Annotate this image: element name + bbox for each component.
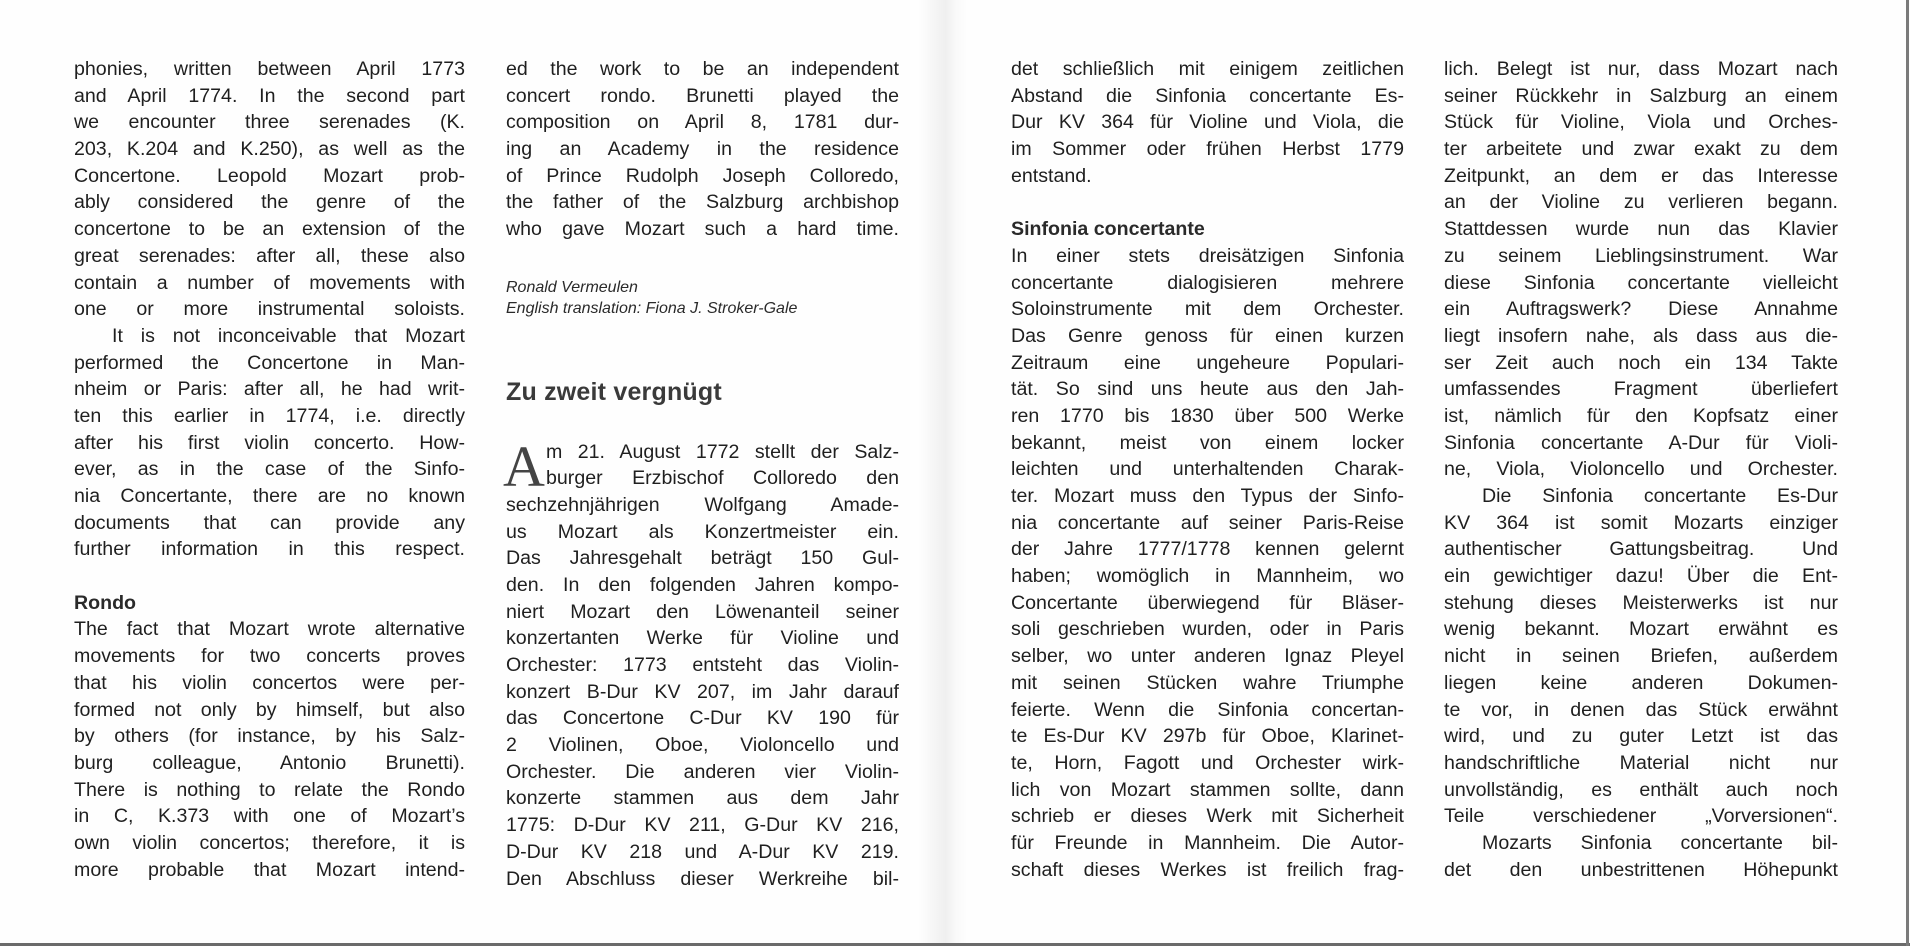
text-line: konzerte stammen aus dem Jahr <box>506 787 899 810</box>
text-line: an der Violine zu verlieren begann. <box>1444 191 1838 214</box>
text-line: burg colleague, Antonio Brunetti). <box>74 751 465 774</box>
text-line: mit seinen Stücken wahre Triumphe <box>1011 671 1404 694</box>
paragraph <box>1011 56 1404 189</box>
text-line: diese Sinfonia concertante vielleicht <box>1444 271 1838 294</box>
text-line: concertante dialogisieren mehrere <box>1011 271 1404 294</box>
text-line: after his first violin concerto. How- <box>74 431 465 454</box>
text-line: by others (for instance, by his Salz- <box>74 725 465 748</box>
page-right-edge <box>1906 0 1909 946</box>
text-line: Zeitpunkt, an dem er das Interesse <box>1444 164 1838 187</box>
text-line: in C, K.373 with one of Mozart’s <box>74 805 465 828</box>
spacer <box>1011 189 1404 216</box>
text-line: movements for two concerts proves <box>74 645 465 668</box>
paragraph <box>506 56 899 243</box>
text-line: ser Zeit auch noch ein 134 Takte <box>1444 351 1838 374</box>
text-line: Sinfonia concertante A-Dur für Violi- <box>1444 431 1838 454</box>
spacer <box>506 319 899 379</box>
text-line: ed the work to be an independent <box>506 58 899 80</box>
text-line: ein Auftragswerk? Diese Annahme <box>1444 298 1838 321</box>
text-line: nicht in seinen Briefen, außerdem <box>1444 645 1838 668</box>
text-line: soli geschrieben wurden, oder in Paris <box>1011 618 1404 641</box>
text-line: concert rondo. Brunetti played the <box>506 84 899 107</box>
drop-cap: A <box>503 433 545 499</box>
paragraph <box>74 56 465 323</box>
text-line: 203, K.204 and K.250), as well as the <box>74 138 465 161</box>
text-line: concertone to be an extension of the <box>74 218 465 241</box>
paragraph <box>1444 56 1838 483</box>
text-line: ren 1770 bis 1830 über 500 Werke <box>1011 404 1404 427</box>
text-line: Concertone. Leopold Mozart prob- <box>74 164 465 187</box>
text-line: The fact that Mozart wrote alternative <box>74 618 465 641</box>
text-line: formed not only by himself, but also <box>74 698 465 721</box>
paragraph <box>1011 243 1404 884</box>
text-line: and April 1774. In the second part <box>74 84 465 107</box>
text-line: liegt insofern nahe, als dass aus die- <box>1444 324 1838 347</box>
text-line: nheim or Paris: after all, he had writ- <box>74 378 465 401</box>
text-line: ever, as in the case of the Sinfo- <box>74 458 465 481</box>
text-line: ing an Academy in the residence <box>506 138 899 161</box>
text-line: ter. Mozart muss den Typus der Sinfo- <box>1011 485 1404 507</box>
text-line: authentischer Gattungsbeitrag. Und <box>1444 538 1838 561</box>
column-4 <box>1444 56 1838 883</box>
text-line: Stück für Violine, Viola und Orches- <box>1444 111 1838 134</box>
text-line: documents that can provide any <box>74 511 465 534</box>
section-title: Zu zweit vergnügt <box>506 377 722 406</box>
text-line: haben; womöglich in Mannheim, wo <box>1011 565 1404 588</box>
text-line: ter arbeitete und zwar exakt zu dem <box>1444 138 1838 161</box>
text-line: ein gewichtiger dazu! Über die Ent- <box>1444 565 1838 588</box>
paragraph <box>74 323 465 563</box>
text-line: Dur KV 364 für Violine und Viola, die <box>1011 111 1404 134</box>
text-line: det den unbestrittenen Höhepunkt <box>1444 858 1838 881</box>
text-line: wird, und zu guter Letzt ist das <box>1444 725 1838 748</box>
paragraph <box>74 616 465 883</box>
text-line: There is nothing to relate the Rondo <box>74 778 465 801</box>
translator-credit: English translation: Fiona J. Stroker-Gale <box>506 299 798 317</box>
text-line: contain a number of movements with <box>74 271 465 294</box>
text-line: one or more instrumental soloists. <box>74 298 465 321</box>
text-line: ably considered the genre of the <box>74 191 465 214</box>
text-line: te Es-Dur KV 297b für Oboe, Klarinet- <box>1011 725 1404 748</box>
text-line: ten this earlier in 1774, i.e. directly <box>74 404 465 427</box>
text-line: own violin concertos; therefore, it is <box>74 831 465 854</box>
text-line: KV 364 ist somit Mozarts einziger <box>1444 511 1838 534</box>
text-line: Die Sinfonia concertante Es-Dur <box>1482 485 1838 507</box>
text-line: who gave Mozart such a hard time. <box>506 218 899 241</box>
drop-cap-paragraph <box>503 433 899 893</box>
text-line: Orchester. Die anderen vier Violin- <box>506 760 899 783</box>
text-line: In einer stets dreisätzigen Sinfonia <box>1011 244 1404 267</box>
text-line: bekannt, meist von einem locker <box>1011 431 1404 454</box>
text-line: us Mozart als Konzertmeister ein. <box>506 520 899 543</box>
text-line: im Sommer oder frühen Herbst 1779 <box>1011 138 1404 161</box>
text-line: sechzehnjährigen Wolfgang Amade- <box>506 493 899 516</box>
text-line: burger Erzbischof Colloredo den <box>546 467 899 490</box>
text-line: stehung dieses Meisterwerks ist nur <box>1444 591 1838 614</box>
text-line: the father of the Salzburg archbishop <box>506 191 899 214</box>
text-line: Stattdessen wurde nun das Klavier <box>1444 218 1838 241</box>
text-line: handschriftliche Material nicht nur <box>1444 751 1838 774</box>
text-line: D-Dur KV 218 und A-Dur KV 219. <box>506 840 899 863</box>
text-line: Orchester: 1773 entsteht das Violin- <box>506 654 899 677</box>
text-line: Soloinstrumente mit dem Orchester. <box>1011 298 1404 321</box>
spacer <box>506 243 899 277</box>
text-line: more probable that Mozart intend- <box>74 858 465 881</box>
book-gutter <box>918 0 968 943</box>
text-line: that his violin concertos were per- <box>74 671 465 694</box>
text-line: umfassendes Fragment überliefert <box>1444 378 1838 401</box>
paragraph <box>1444 483 1838 830</box>
text-line: great serenades: after all, these also <box>74 244 465 267</box>
text-line: niert Mozart den Löwenanteil seiner <box>506 600 899 623</box>
text-line: liegen keine anderen Dokumen- <box>1444 671 1838 694</box>
text-line: det schließlich mit einigem zeitlichen <box>1011 58 1404 80</box>
text-line: tät. So sind uns heute aus den Jah- <box>1011 378 1404 401</box>
section-heading-rondo: Rondo <box>74 591 137 614</box>
text-line: nia concertante auf seiner Paris-Reise <box>1011 511 1404 534</box>
text-line: Den Abschluss dieser Werkreihe bil- <box>506 867 899 890</box>
text-line: wenig bekannt. Mozart erwähnt es <box>1444 618 1838 641</box>
text-line: leichten und unterhaltenden Charak- <box>1011 458 1404 481</box>
text-line: of Prince Rudolph Joseph Colloredo, <box>506 164 899 187</box>
text-line: phonies, written between April 1773 <box>74 58 465 80</box>
text-line: Teile verschiedener „Vorversionen“. <box>1444 805 1838 828</box>
column-3 <box>1011 56 1404 883</box>
text-line: seiner Rückkehr in Salzburg an einem <box>1444 84 1838 107</box>
text-line: den. In den folgenden Jahren kompo- <box>506 573 899 596</box>
text-line: zu seinem Lieblingsinstrument. War <box>1444 244 1838 267</box>
section-heading-sinfonia-concertante: Sinfonia concertante <box>1011 218 1205 241</box>
text-line: konzertanten Werke für Violine und <box>506 627 899 650</box>
text-line: der Jahre 1777/1778 kennen gelernt <box>1011 538 1404 561</box>
text-line: performed the Concertone in Man- <box>74 351 465 374</box>
text-line: It is not inconceivable that Mozart <box>112 324 465 347</box>
text-line: ist, nämlich für den Kopfsatz einer <box>1444 404 1838 427</box>
spacer <box>74 563 465 590</box>
text-line: ne, Viola, Violoncello und Orchester. <box>1444 458 1838 481</box>
text-line: Mozarts Sinfonia concertante bil- <box>1482 831 1838 854</box>
text-line: unvollständig, es enthält auch noch <box>1444 778 1838 801</box>
text-line: Das Genre genoss für einen kurzen <box>1011 324 1404 347</box>
text-line: te, Horn, Fagott und Orchester wirk- <box>1011 751 1404 774</box>
column-2 <box>503 56 899 892</box>
text-line: konzert B-Dur KV 207, im Jahr darauf <box>506 680 899 703</box>
text-line: Concertante überwiegend für Bläser- <box>1011 591 1404 614</box>
text-line: m 21. August 1772 stellt der Salz- <box>546 440 899 463</box>
text-line: 1775: D-Dur KV 211, G-Dur KV 216, <box>506 814 899 837</box>
text-line: we encounter three serenades (K. <box>74 111 465 134</box>
paragraph <box>1444 830 1838 883</box>
text-line: lich. Belegt ist nur, dass Mozart nach <box>1444 58 1838 80</box>
text-line: feierte. Wenn die Sinfonia concertan- <box>1011 698 1404 721</box>
text-line: lich von Mozart stammen sollte, dann <box>1011 778 1404 801</box>
paragraph <box>506 439 899 893</box>
text-line: für Freunde in Mannheim. Die Autor- <box>1011 831 1404 854</box>
text-line: entstand. <box>1011 164 1092 187</box>
text-line: composition on April 8, 1781 dur- <box>506 111 899 134</box>
text-line: selber, wo unter anderen Ignaz Pleyel <box>1011 645 1404 668</box>
text-line: das Concertone C-Dur KV 190 für <box>506 707 899 730</box>
text-line: nia Concertante, there are no known <box>74 485 465 507</box>
column-1 <box>74 56 465 883</box>
author-credit: Ronald Vermeulen <box>506 278 638 296</box>
text-line: 2 Violinen, Oboe, Violoncello und <box>506 734 899 757</box>
text-line: Zeitraum eine ungeheure Populari- <box>1011 351 1404 374</box>
text-line: schaft dieses Werkes ist freilich frag- <box>1011 858 1404 881</box>
text-line: Abstand die Sinfonia concertante Es- <box>1011 84 1404 107</box>
text-line: further information in this respect. <box>74 538 465 561</box>
spacer <box>506 406 899 439</box>
text-line: Das Jahresgehalt beträgt 150 Gul- <box>506 547 899 570</box>
text-line: schrieb er dieses Werk mit Sicherheit <box>1011 805 1404 828</box>
text-line: te vor, in denen das Stück erwähnt <box>1444 698 1838 721</box>
